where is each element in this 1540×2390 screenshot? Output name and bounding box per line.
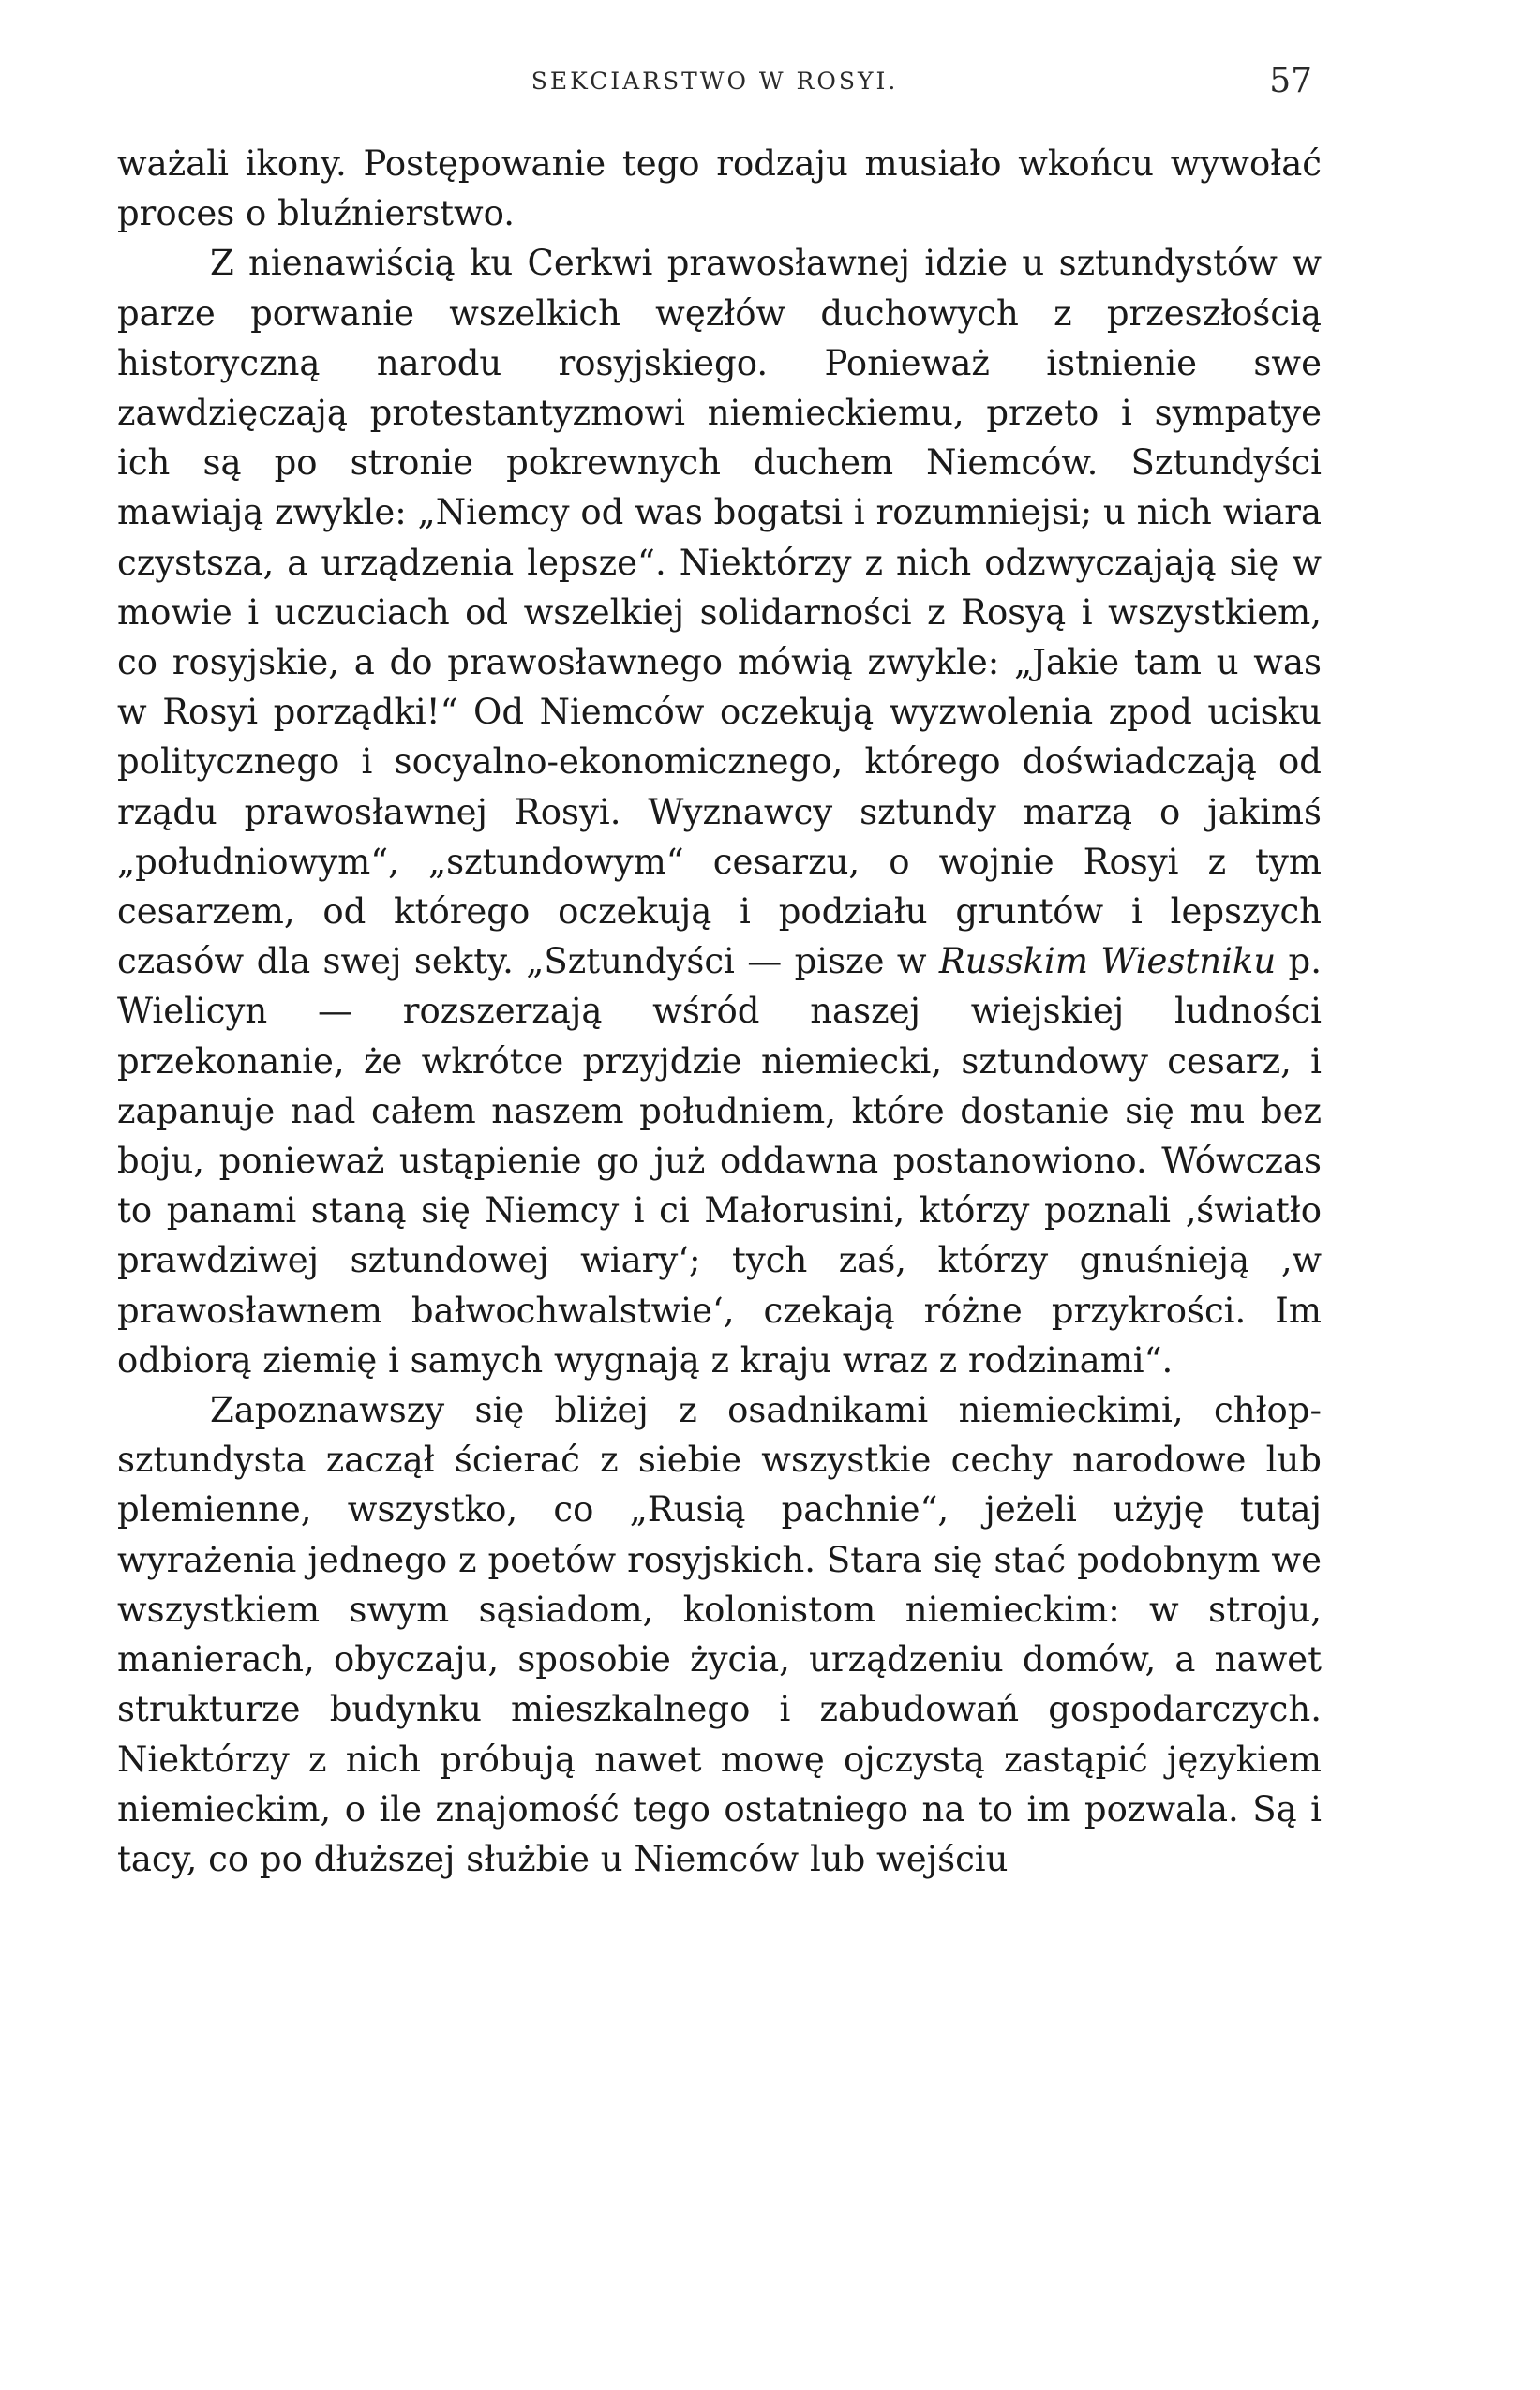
- text-segment: Z nienawiścią ku Cerkwi prawosławnej idzie u sztundystów w parze porwanie wszelkich węzłów duchowych z przeszłością historyczną narodu rosyjskiego. Ponieważ istnienie swe zawdzięczają protestantyzmowi niemieckiemu, przeto i sympatye ich są po stronie pokrewnych duchem Niemców. Sztundyści mawiają zwykle: „Niemcy od was bogatsi i rozumniejsi; u nich wiara czystsza, a urządzenia lepsze“. Niektórzy z nich odzwyczajają się w mowie i uczuciach od wszelkiej solidarności z Rosyą i wszystkiem, co rosyjskie, a do prawosławnego mówią zwykle: „Jakie tam u was w Rosyi porządki!“ Od Niemców oczekują wyzwolenia zpod ucisku politycznego i socyalno-ekonomicznego, którego doświadczają od rządu prawosławnej Rosyi. Wyznawcy sztundy marzą o jakimś „południowym“, „sztundowym“ cesarzu, o wojnie Rosyi z tym cesarzem, od którego oczekują i podziału gruntów i lepszych czasów dla swej sekty. „Sztundyści — pisze w: [117, 243, 1322, 982]
- paragraph-sztundysci: [117, 238, 1322, 1385]
- text-segment: ważali ikony. Postępowanie tego rodzaju musiało wkońcu wywołać proces o bluźnierstwo.: [117, 143, 1322, 234]
- paragraph-osadnicy: [117, 1385, 1322, 1884]
- text-segment: p. Wielicyn — rozszerzają wśród naszej wiejskiej ludności przekonanie, że wkrótce przyjdzie niemiecki, sztundowy cesarz, i zapanuje nad całem naszem południem, które dostanie się mu bez boju, ponieważ ustąpienie go już oddawna postanowiono. Wówczas to panami staną się Niemcy i ci Małorusini, którzy poznali ‚światło prawdziwej sztundowej wiary‘; tych zaś, którzy gnuśnieją ‚w prawosławnem bałwochwalstwie‘, czekają różne przykrości. Im odbiorą ziemię i samych wygnają z kraju wraz z rodzinami“.: [117, 941, 1322, 1381]
- text-segment: Zapoznawszy się bliżej z osadnikami niemieckimi, chłop-sztundysta zaczął ścierać z siebie wszystkie cechy narodowe lub plemienne, wszystko, co „Rusią pachnie“, jeżeli użyję tutaj wyrażenia jednego z poetów rosyjskich. Stara się stać podobnym we wszystkiem swym sąsiadom, kolonistom niemieckim: w stroju, manierach, obyczaju, sposobie życia, urządzeniu domów, a nawet strukturze budynku mieszkalnego i zabudowań gospodarczych. Niektórzy z nich próbują nawet mowę ojczystą zastąpić językiem niemieckim, o ile znajomość tego ostatniego na to im pozwala. Są i tacy, co po dłuższej służbie u Niemców lub wejściu: [117, 1390, 1322, 1879]
- running-head: [117, 62, 1312, 109]
- paragraph-continued: [117, 139, 1322, 238]
- body-text: [117, 139, 1322, 1884]
- journal-title: Russkim Wiestniku: [938, 941, 1277, 982]
- page-number: 57: [1269, 62, 1312, 100]
- running-title: SEKCIARSTWO W ROSYI.: [531, 67, 899, 95]
